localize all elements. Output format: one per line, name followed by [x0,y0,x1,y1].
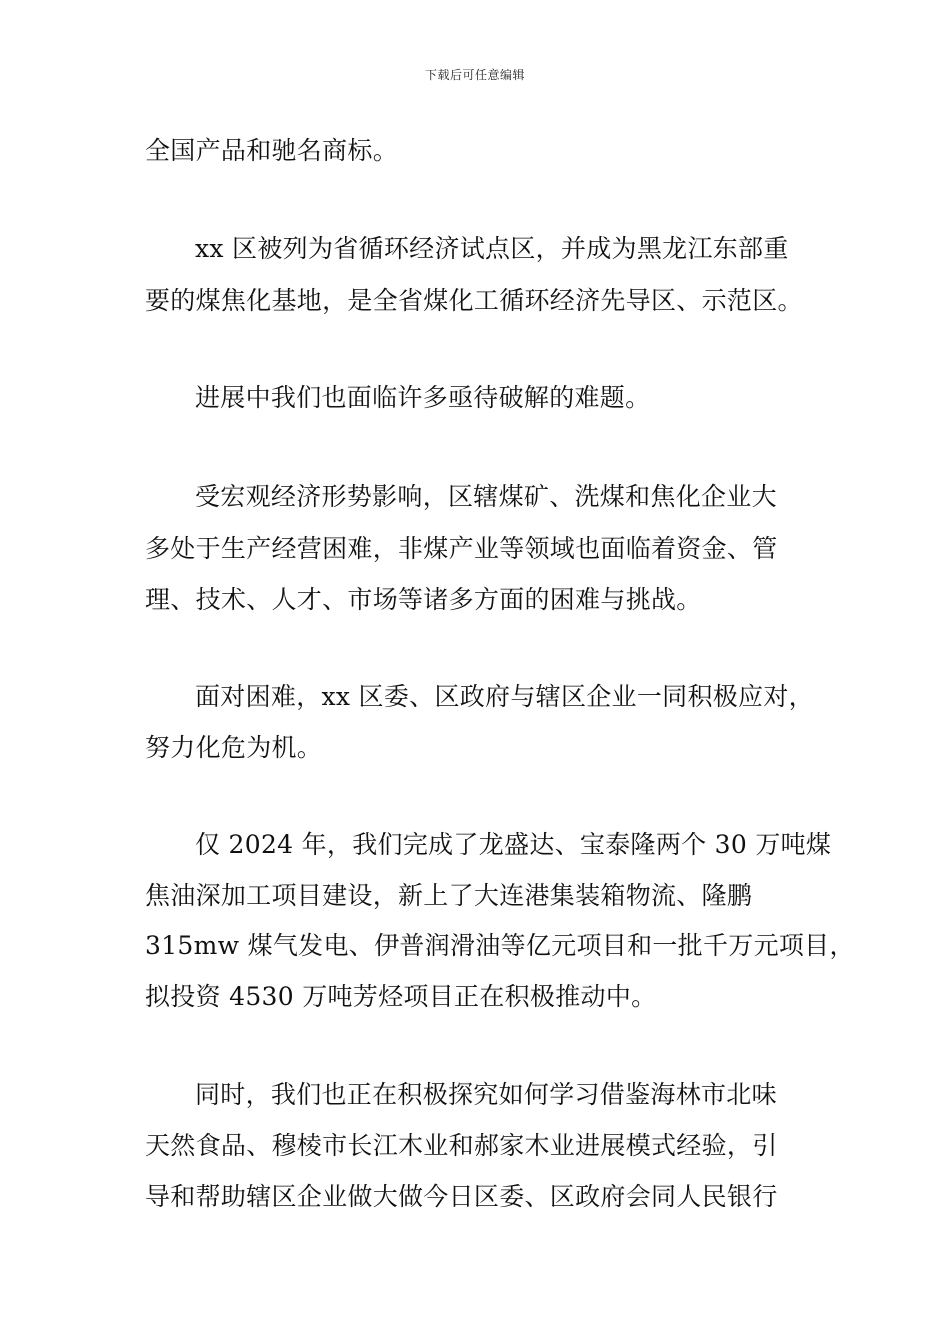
text-line: 受宏观经济形势影响，区辖煤矿、洗煤和焦化企业大 [195,482,777,511]
text-line: 拟投资 4530 万吨芳烃项目正在积极推动中。 [145,982,657,1011]
text-line: 理、技术、人才、市场等诸多方面的困难与挑战。 [145,585,702,614]
text-line: 同时，我们也正在积极探究如何学习借鉴海林市北味 [195,1080,777,1109]
text-line: 天然食品、穆棱市长江木业和郝家木业进展模式经验，引 [145,1131,778,1160]
text-line: 努力化危为机。 [145,733,323,762]
text-line: 多处于生产经营困难，非煤产业等领域也面临着资金、管 [145,534,778,563]
text-line: xx 区被列为省循环经济试点区，并成为黑龙江东部重 [195,234,789,263]
text-line: 315mw 煤气发电、伊普润滑油等亿元项目和一批千万元项目， [145,931,855,960]
header-note: 下载后可任意编辑 [424,68,525,82]
text-line: 面对困难，xx 区委、区政府与辖区企业一同积极应对， [195,682,814,711]
text-line: 进展中我们也面临许多亟待破解的难题。 [195,383,651,412]
text-line: 导和帮助辖区企业做大做今日区委、区政府会同人民银行 [145,1182,778,1211]
text-line: 要的煤焦化基地，是全省煤化工循环经济先导区、示范区。 [145,286,803,315]
text-line: 全国产品和驰名商标。 [145,136,399,165]
text-line: 仅 2024 年，我们完成了龙盛达、宝泰隆两个 30 万吨煤 [195,830,832,859]
text-line: 焦油深加工项目建设，新上了大连港集装箱物流、隆鹏 [145,881,753,910]
